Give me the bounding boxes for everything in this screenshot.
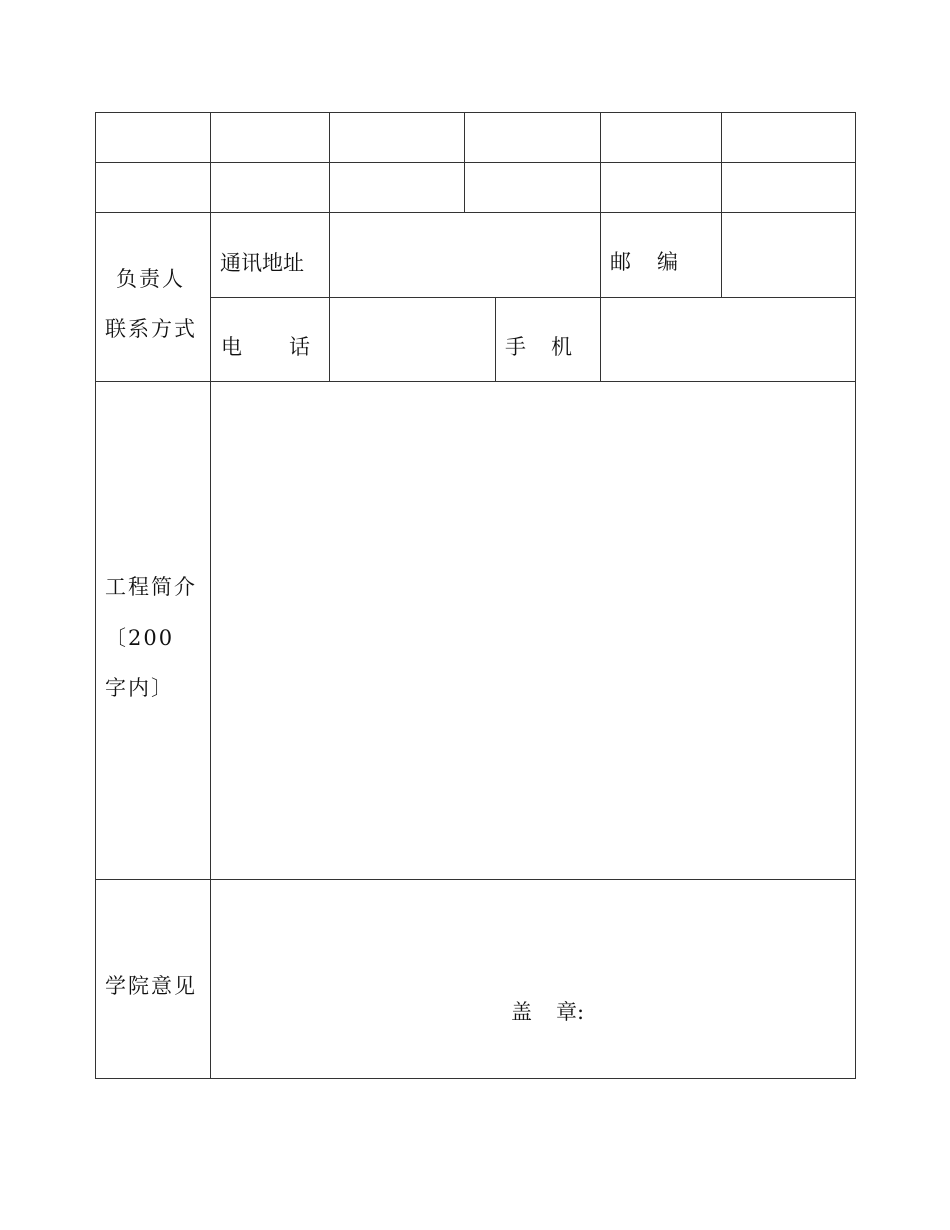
mobile-label-part2: 机 [551, 335, 572, 359]
contact-label-line2: 联系方式 [105, 317, 197, 341]
blank-cell-r1c1[interactable] [96, 113, 210, 162]
address-field[interactable] [330, 213, 600, 297]
project-intro-label-line3: 字内〕 [105, 676, 174, 700]
blank-cell-r2c5[interactable] [601, 163, 721, 212]
postcode-field[interactable] [722, 213, 855, 297]
blank-cell-r2c1[interactable] [96, 163, 210, 212]
blank-cell-r2c3[interactable] [330, 163, 464, 212]
college-opinion-field[interactable] [211, 880, 855, 1078]
blank-cell-r2c4[interactable] [465, 163, 600, 212]
postcode-label-part1: 邮 [610, 250, 631, 274]
blank-cell-r2c2[interactable] [211, 163, 329, 212]
address-label: 通讯地址 [220, 251, 304, 275]
mobile-field[interactable] [601, 298, 855, 381]
blank-cell-r1c6[interactable] [722, 113, 855, 162]
col-divider-495 [495, 297, 496, 382]
blank-cell-r1c5[interactable] [601, 113, 721, 162]
seal-label-part2: 章: [556, 1000, 585, 1024]
table-border-right [855, 112, 856, 1079]
mobile-label-part1: 手 [505, 335, 526, 359]
project-intro-field[interactable] [211, 382, 855, 879]
phone-label-part2: 话 [289, 335, 310, 359]
blank-cell-r2c6[interactable] [722, 163, 855, 212]
phone-label-part1: 电 [221, 335, 242, 359]
college-opinion-label: 学院意见 [105, 974, 197, 998]
project-intro-label-line2: 〔200 [105, 626, 175, 650]
project-intro-label-line1: 工程简介 [105, 575, 197, 599]
table-border-left [95, 112, 96, 1079]
postcode-label-part2: 编 [657, 250, 678, 274]
contact-label-line1: 负责人 [116, 267, 185, 291]
seal-label-part1: 盖 [511, 1000, 532, 1024]
blank-cell-r1c2[interactable] [211, 113, 329, 162]
blank-cell-r1c3[interactable] [330, 113, 464, 162]
phone-field[interactable] [330, 298, 495, 381]
blank-cell-r1c4[interactable] [465, 113, 600, 162]
